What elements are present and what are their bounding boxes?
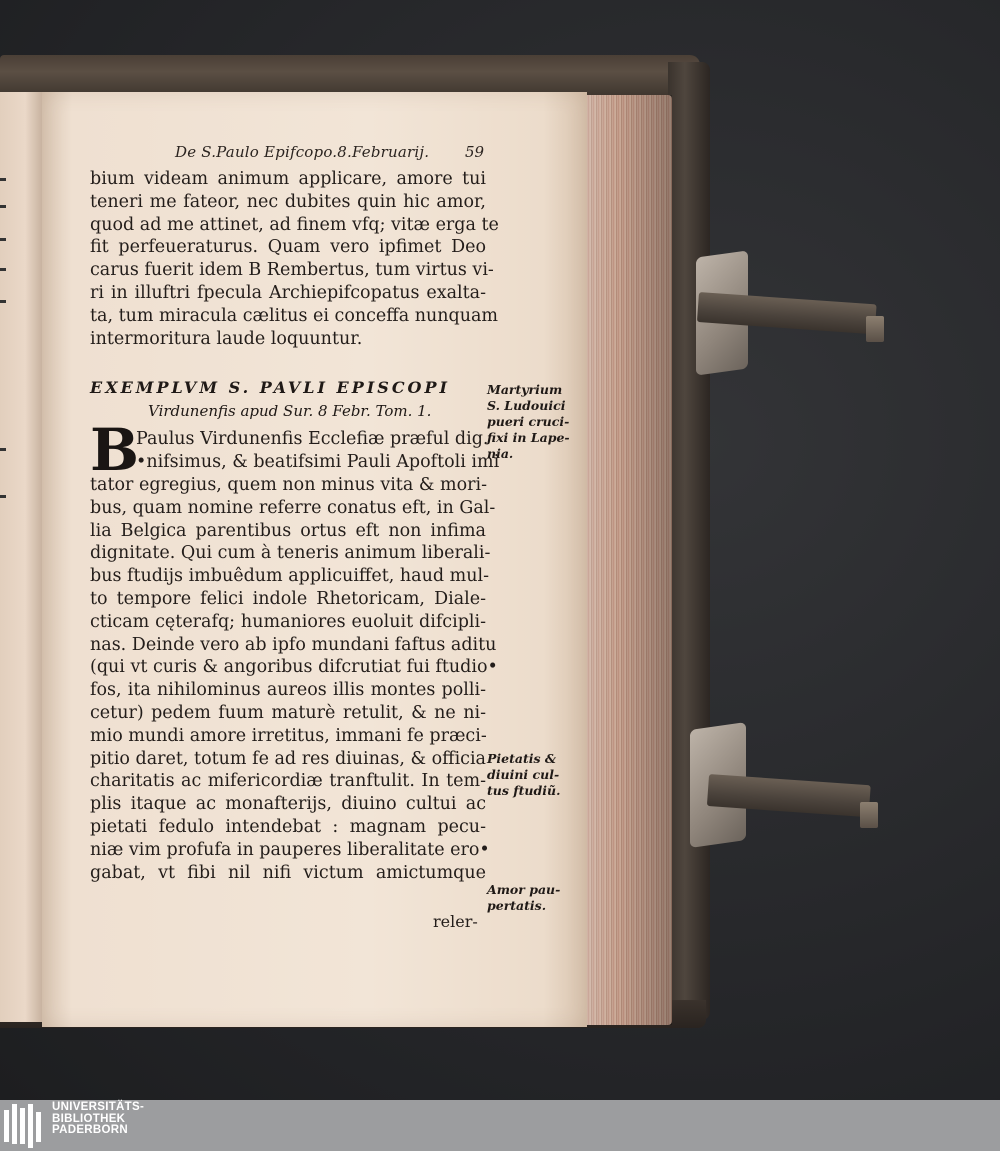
text-line: bus, quam nomine referre conatus eft, in Gal- [90, 497, 496, 518]
library-footer-bar [0, 1100, 1000, 1151]
library-logo-icon [4, 1104, 41, 1148]
text-line: teneri me fateor, nec dubites quin hic amor, [90, 191, 486, 212]
marginal-line: pertatis. [487, 898, 547, 913]
marginal-line: Martyrium [487, 382, 563, 397]
text-line: (qui vt curis & angoribus difcrutiat fui ftudio• [90, 657, 498, 678]
paragraph-top [90, 168, 499, 350]
marginal-note [487, 882, 560, 914]
book-cover-spine-edge [668, 62, 710, 1020]
text-line: carus fuerit idem B Rembertus, tum virtus vi- [90, 260, 494, 281]
text-line: pitio daret, totum fe ad res diuinas, & officia [90, 748, 486, 769]
library-name: UNIVERSITÄTS- BIBLIOTHEK PADERBORN [52, 1101, 145, 1136]
text-line: cticam cęterafq; humaniores euoluit difcipli- [90, 611, 486, 632]
paragraph-opening [136, 428, 500, 474]
drop-cap: B [90, 416, 140, 484]
text-line: bium videam animum applicare, amore tui [90, 169, 486, 189]
text-line: cetur) pedem fuum maturè retulit, & ne ni- [90, 702, 486, 723]
text-line: lia Belgica parentibus ortus eft non infima [90, 520, 486, 541]
text-line: tator egregius, quem non minus vita & mori- [90, 475, 487, 495]
text-line: pietati fedulo intendebat : magnam pecu- [90, 816, 486, 837]
marginal-note [487, 382, 570, 462]
text-line: •nifsimus, & beatifsimi Pauli Apoftoli imi [136, 451, 500, 472]
page-number: 59 [465, 143, 485, 161]
text-line: plis itaque ac monafterijs, diuino cultui ac [90, 794, 486, 815]
running-head: De S.Paulo Epifcopo.8.Februarij. [175, 143, 430, 161]
marginal-line: pueri cruci- [487, 414, 570, 429]
catchword: reler- [433, 912, 478, 931]
text-line: Paulus Virdunenfis Ecclefiæ præful dig. [136, 429, 489, 449]
marginal-line: Pietatis & [487, 751, 557, 766]
facing-page-edge [0, 92, 42, 1022]
text-line: intermoritura laude loquuntur. [90, 328, 363, 349]
marginal-line: diuini cul- [487, 767, 560, 782]
marginal-line: nia. [487, 446, 514, 461]
text-line: dignitate. Qui cum à teneris animum liberali- [90, 543, 491, 564]
text-line: quod ad me attinet, ad finem vfq; vitæ erga te [90, 214, 499, 235]
text-line: nas. Deinde vero ab ipfo mundani faftus aditu [90, 634, 497, 655]
marginal-line: tus ftudiũ. [487, 783, 561, 798]
text-line: to tempore felici indole Rhetoricam, Diale- [90, 588, 486, 609]
section-subheading: Virdunenfis apud Sur. 8 Febr. Tom. 1. [148, 402, 432, 420]
text-line: mio mundi amore irretitus, immani fe præci- [90, 725, 487, 746]
text-line: ta, tum miracula cælitus ei conceffa nunquam [90, 305, 499, 326]
section-heading: EXEMPLVM S. PAVLI EPISCOPI [90, 378, 451, 397]
text-line: fit perfeueraturus. Quam vero ipfimet Deo [90, 237, 486, 258]
text-line: charitatis ac mifericordiæ tranftulit. In tem- [90, 771, 486, 792]
text-line: ri in illuftri fpecula Archiepifcopatus exalta- [90, 282, 486, 303]
text-line: gabat, vt fibi nil nifi victum amictumque [90, 862, 486, 883]
text-line: bus ftudijs imbuêdum applicuiffet, haud mul- [90, 566, 489, 587]
marginal-line: S. Ludouici [487, 398, 566, 413]
paragraph-main [90, 474, 498, 884]
book-cover-top-edge [0, 55, 700, 97]
marginal-line: fixi in Lape- [487, 430, 570, 445]
marginal-line: Amor pau- [487, 882, 561, 897]
marginal-note [487, 751, 560, 799]
text-line: fos, ita nihilominus aureos illis montes polli- [90, 680, 486, 701]
text-line: niæ vim profufa in pauperes liberalitate ero• [90, 839, 490, 860]
